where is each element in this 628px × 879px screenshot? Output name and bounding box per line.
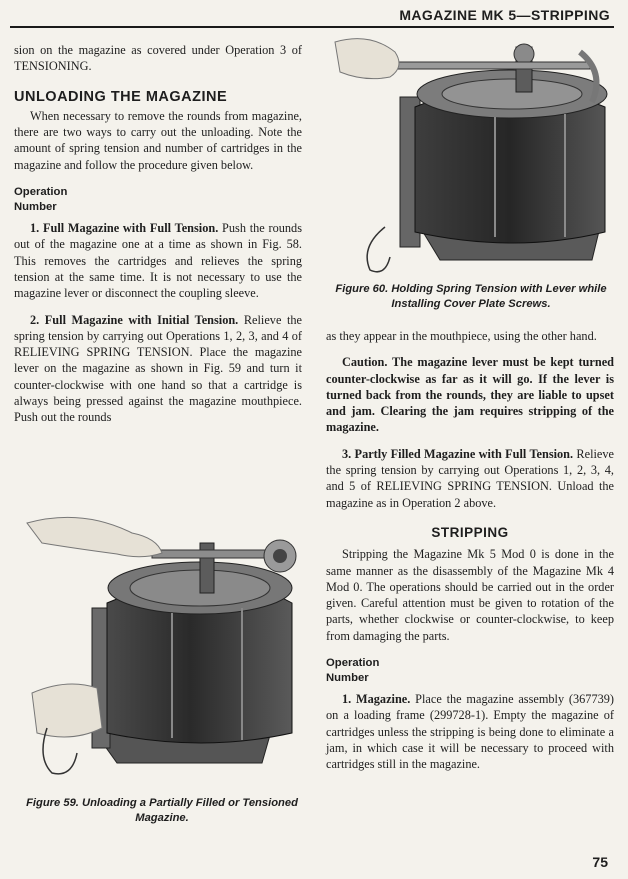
stripping-heading: STRIPPING — [431, 524, 509, 540]
figure-59-image — [22, 488, 312, 788]
item-initial-tension-text: Relieve the spring tension by carrying out Operations 1, 2, 3, and 4 of RELIEVING SPRING TENSION. Place the magazine lever on the magazine as shown in Fig. 59 and turn it counter-clockwise with one hand so that a cartridge is always being pressed against the magazine mouthpiece. Push out the rounds — [14, 312, 302, 425]
item-full-tension — [14, 220, 302, 301]
intro-text: sion on the magazine as covered under Operation 3 of TENSIONING. — [14, 43, 302, 74]
operation-label-right: Operation — [326, 657, 380, 670]
continued-text: as they appear in the mouthpiece, using the other hand. — [326, 329, 597, 343]
item-magazine-text: Place the magazine assembly (367739) on a loading frame (299728-1). Empty the magazine of cartridges unless the stripping is being done to eliminate a jam, in which case it will be necessary to proceed with cartridges still in the magazine. — [326, 692, 614, 772]
figure-60-caption: Figure 60. Holding Spring Tension with Lever while Installing Cover Plate Screws. — [335, 283, 607, 310]
stripping-paragraph: Stripping the Magazine Mk 5 Mod 0 is done in the same manner as the disassembly of the Magazine Mk 4 Mod 0. The operations should be carried out in the order given. Careful attention must be given to rotation of the parts, whether clockwise or counter-clockwise, to keep from damaging the parts. — [326, 547, 614, 643]
operation-label: Operation — [14, 186, 68, 199]
number-label-right: Number — [326, 671, 369, 684]
page-number: 75 — [592, 854, 608, 870]
item-partly-filled-lead: 3. Partly Filled Magazine with Full Tension. — [342, 446, 574, 461]
right-column — [326, 328, 614, 773]
caution-paragraph: Caution. The magazine lever must be kept turned counter-clockwise as far as it will go. If the lever is turned back from the rounds, they are liable to upset and jam. Clearing the jam requires stripping of the magazine. — [326, 355, 614, 435]
page-header — [10, 4, 614, 28]
unloading-heading: UNLOADING THE MAGAZINE — [14, 88, 228, 105]
left-column-top — [14, 42, 302, 426]
item-initial-tension — [14, 312, 302, 426]
header-title: MAGAZINE MK 5—STRIPPING — [399, 7, 610, 23]
item-full-tension-text: Push the rounds out of the magazine one at a time as shown in Fig. 58. This removes the cartridges and relieves the spring tension at the same time. It is not necessary to use the magazine lever or disconnect the coupling sleeve. — [14, 221, 302, 301]
item-partly-filled — [326, 446, 614, 511]
item-magazine-lead: 1. Magazine. — [342, 692, 411, 707]
item-partly-filled-text: Relieve the spring tension by carrying out Operations 1, 2, 3, 4, and 5 of RELIEVING SPRING TENSION. Unload the magazine as in Operation 2 above. — [326, 446, 614, 510]
item-initial-tension-lead: 2. Full Magazine with Initial Tension. — [30, 312, 239, 327]
number-label: Number — [14, 200, 57, 213]
item-full-tension-lead: 1. Full Magazine with Full Tension. — [30, 221, 219, 236]
figure-59-caption: Figure 59. Unloading a Partially Filled or Tensioned Magazine. — [26, 797, 298, 824]
unloading-paragraph: When necessary to remove the rounds from magazine, there are two ways to carry out the unloading. Note the amount of spring tension and number of cartridges in the magazine and follow the procedure given below. — [14, 108, 302, 172]
item-magazine — [326, 691, 614, 772]
figure-60-image — [330, 32, 620, 277]
